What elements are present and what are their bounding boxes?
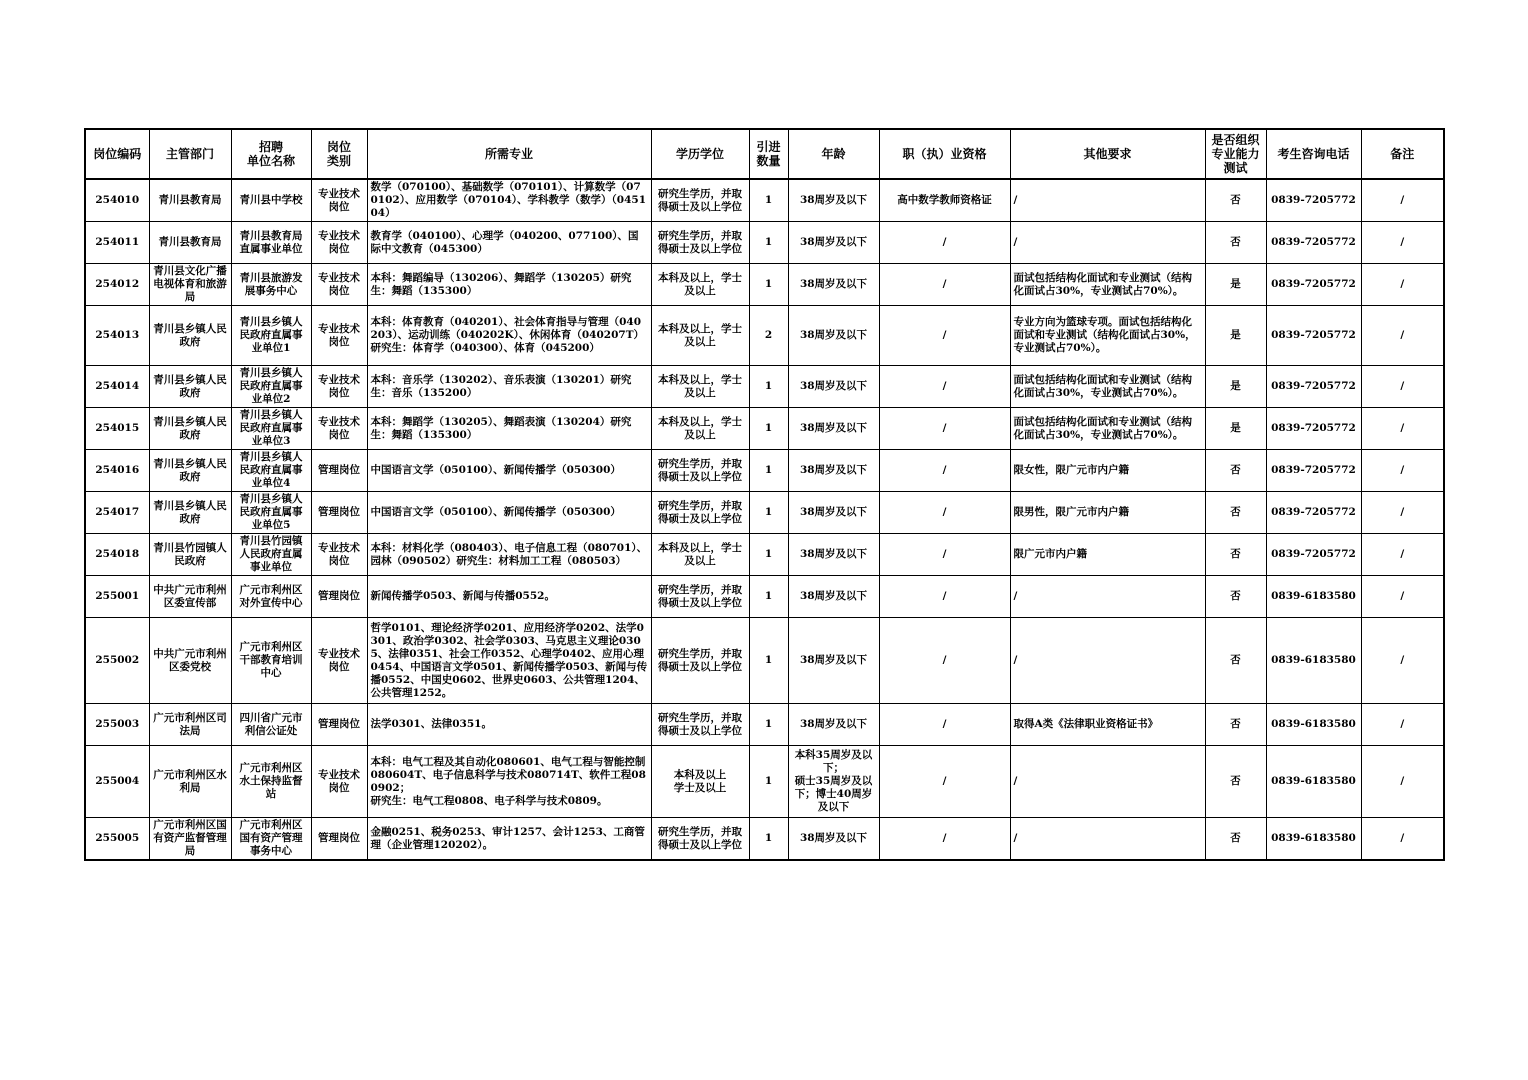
cell-other: 面试包括结构化面试和专业测试（结构化面试占30%，专业测试占70%）。 bbox=[1010, 408, 1205, 450]
cell-unit: 广元市利州区水土保持监督站 bbox=[231, 746, 311, 818]
cell-unit: 广元市利州区国有资产管理事务中心 bbox=[231, 818, 311, 861]
cell-count: 1 bbox=[749, 576, 788, 618]
cell-other: / bbox=[1010, 222, 1205, 264]
cell-count: 1 bbox=[749, 618, 788, 704]
cell-qualification: / bbox=[879, 366, 1010, 408]
cell-category: 专业技术岗位 bbox=[311, 366, 367, 408]
table-row bbox=[85, 366, 1444, 408]
table-row bbox=[85, 818, 1444, 861]
column-header-category: 岗位 类别 bbox=[311, 129, 367, 179]
cell-education: 本科及以上，学士及以上 bbox=[651, 366, 749, 408]
cell-code: 255002 bbox=[85, 618, 149, 704]
cell-education: 本科及以上，学士及以上 bbox=[651, 306, 749, 366]
cell-major: 本科：体育教育（040201）、社会体育指导与管理（040203）、运动训练（040202K）、休闲体育（040207T）研究生：体育学（040300）、体育（045200） bbox=[367, 306, 651, 366]
cell-count: 1 bbox=[749, 366, 788, 408]
column-header-test: 是否组织 专业能力 测试 bbox=[1205, 129, 1266, 179]
column-header-phone: 考生咨询电话 bbox=[1266, 129, 1361, 179]
cell-dept: 青川县竹园镇人民政府 bbox=[149, 534, 231, 576]
cell-code: 254014 bbox=[85, 366, 149, 408]
cell-age: 38周岁及以下 bbox=[788, 366, 879, 408]
cell-test: 是 bbox=[1205, 366, 1266, 408]
cell-qualification: / bbox=[879, 746, 1010, 818]
cell-other: 限广元市内户籍 bbox=[1010, 534, 1205, 576]
table-body bbox=[85, 179, 1444, 860]
cell-qualification: / bbox=[879, 704, 1010, 746]
table-row bbox=[85, 450, 1444, 492]
cell-other: 专业方向为篮球专项。面试包括结构化面试和专业测试（结构化面试占30%，专业测试占70%）。 bbox=[1010, 306, 1205, 366]
cell-unit: 青川县旅游发展事务中心 bbox=[231, 264, 311, 306]
column-header-code: 岗位编码 bbox=[85, 129, 149, 179]
cell-test: 否 bbox=[1205, 576, 1266, 618]
cell-dept: 广元市利州区司法局 bbox=[149, 704, 231, 746]
cell-count: 1 bbox=[749, 222, 788, 264]
cell-other: / bbox=[1010, 179, 1205, 222]
header-row bbox=[85, 129, 1444, 179]
cell-category: 专业技术岗位 bbox=[311, 618, 367, 704]
cell-count: 1 bbox=[749, 704, 788, 746]
cell-remark: / bbox=[1361, 264, 1444, 306]
cell-major: 本科：电气工程及其自动化080601、电气工程与智能控制080604T、电子信息科学与技术080714T、软件工程080902； 研究生：电气工程0808、电子科学与技术0809。 bbox=[367, 746, 651, 818]
cell-code: 254017 bbox=[85, 492, 149, 534]
cell-major: 本科：音乐学（130202）、音乐表演（130201）研究生：音乐（135200） bbox=[367, 366, 651, 408]
cell-education: 研究生学历，并取得硕士及以上学位 bbox=[651, 618, 749, 704]
cell-remark: / bbox=[1361, 222, 1444, 264]
table-row bbox=[85, 222, 1444, 264]
cell-unit: 青川县乡镇人民政府直属事业单位3 bbox=[231, 408, 311, 450]
cell-unit: 青川县乡镇人民政府直属事业单位1 bbox=[231, 306, 311, 366]
cell-category: 专业技术岗位 bbox=[311, 264, 367, 306]
cell-count: 1 bbox=[749, 534, 788, 576]
cell-age: 38周岁及以下 bbox=[788, 306, 879, 366]
cell-count: 1 bbox=[749, 746, 788, 818]
cell-test: 否 bbox=[1205, 818, 1266, 861]
cell-category: 管理岗位 bbox=[311, 492, 367, 534]
cell-age: 38周岁及以下 bbox=[788, 818, 879, 861]
cell-education: 研究生学历，并取得硕士及以上学位 bbox=[651, 818, 749, 861]
cell-test: 否 bbox=[1205, 618, 1266, 704]
column-header-dept: 主管部门 bbox=[149, 129, 231, 179]
cell-remark: / bbox=[1361, 746, 1444, 818]
cell-qualification: / bbox=[879, 306, 1010, 366]
cell-unit: 青川县教育局直属事业单位 bbox=[231, 222, 311, 264]
table-row bbox=[85, 618, 1444, 704]
cell-other: 面试包括结构化面试和专业测试（结构化面试占30%，专业测试占70%）。 bbox=[1010, 264, 1205, 306]
cell-code: 255003 bbox=[85, 704, 149, 746]
cell-age: 38周岁及以下 bbox=[788, 408, 879, 450]
cell-qualification: 高中数学教师资格证 bbox=[879, 179, 1010, 222]
cell-major: 教育学（040100）、心理学（040200、077100）、国际中文教育（045300） bbox=[367, 222, 651, 264]
cell-test: 是 bbox=[1205, 306, 1266, 366]
cell-count: 1 bbox=[749, 450, 788, 492]
cell-code: 255001 bbox=[85, 576, 149, 618]
cell-age: 38周岁及以下 bbox=[788, 618, 879, 704]
cell-remark: / bbox=[1361, 534, 1444, 576]
cell-category: 专业技术岗位 bbox=[311, 746, 367, 818]
cell-category: 专业技术岗位 bbox=[311, 222, 367, 264]
cell-test: 否 bbox=[1205, 534, 1266, 576]
cell-education: 研究生学历，并取得硕士及以上学位 bbox=[651, 704, 749, 746]
cell-education: 本科及以上，学士及以上 bbox=[651, 264, 749, 306]
cell-other: / bbox=[1010, 576, 1205, 618]
cell-dept: 广元市利州区国有资产监督管理局 bbox=[149, 818, 231, 861]
cell-unit: 广元市利州区干部教育培训中心 bbox=[231, 618, 311, 704]
cell-major: 本科：舞蹈编导（130206）、舞蹈学（130205）研究生：舞蹈（135300） bbox=[367, 264, 651, 306]
cell-code: 255004 bbox=[85, 746, 149, 818]
cell-count: 1 bbox=[749, 818, 788, 861]
cell-age: 38周岁及以下 bbox=[788, 179, 879, 222]
cell-education: 本科及以上，学士及以上 bbox=[651, 534, 749, 576]
cell-phone: 0839-7205772 bbox=[1266, 450, 1361, 492]
cell-count: 1 bbox=[749, 264, 788, 306]
cell-qualification: / bbox=[879, 576, 1010, 618]
cell-count: 1 bbox=[749, 179, 788, 222]
cell-test: 否 bbox=[1205, 179, 1266, 222]
cell-unit: 青川县竹园镇人民政府直属事业单位 bbox=[231, 534, 311, 576]
column-header-unit: 招聘 单位名称 bbox=[231, 129, 311, 179]
cell-category: 管理岗位 bbox=[311, 704, 367, 746]
cell-major: 哲学0101、理论经济学0201、应用经济学0202、法学0301、政治学0302、社会学0303、马克思主义理论0305、法律0351、社会工作0352、心理学0402、应用心理0454、中国语言文学0501、新闻传播学0503、新闻与传播0552、中国史0602、世界史0603、公共管理1204、公共管理1252。 bbox=[367, 618, 651, 704]
cell-other: / bbox=[1010, 746, 1205, 818]
cell-code: 254016 bbox=[85, 450, 149, 492]
cell-other: 限女性，限广元市内户籍 bbox=[1010, 450, 1205, 492]
column-header-age: 年龄 bbox=[788, 129, 879, 179]
cell-category: 管理岗位 bbox=[311, 818, 367, 861]
cell-category: 管理岗位 bbox=[311, 450, 367, 492]
cell-test: 是 bbox=[1205, 264, 1266, 306]
cell-phone: 0839-6183580 bbox=[1266, 704, 1361, 746]
column-header-other: 其他要求 bbox=[1010, 129, 1205, 179]
cell-age: 38周岁及以下 bbox=[788, 450, 879, 492]
table-row bbox=[85, 306, 1444, 366]
cell-unit: 青川县乡镇人民政府直属事业单位5 bbox=[231, 492, 311, 534]
column-header-remark: 备注 bbox=[1361, 129, 1444, 179]
recruitment-table bbox=[84, 128, 1445, 861]
cell-qualification: / bbox=[879, 264, 1010, 306]
cell-count: 2 bbox=[749, 306, 788, 366]
cell-count: 1 bbox=[749, 492, 788, 534]
cell-unit: 青川县乡镇人民政府直属事业单位2 bbox=[231, 366, 311, 408]
cell-unit: 四川省广元市利信公证处 bbox=[231, 704, 311, 746]
cell-code: 254015 bbox=[85, 408, 149, 450]
column-header-major: 所需专业 bbox=[367, 129, 651, 179]
cell-education: 研究生学历，并取得硕士及以上学位 bbox=[651, 222, 749, 264]
cell-major: 新闻传播学0503、新闻与传播0552。 bbox=[367, 576, 651, 618]
cell-major: 数学（070100）、基础数学（070101）、计算数学（070102）、应用数学（070104）、学科教学（数学）（045104） bbox=[367, 179, 651, 222]
cell-qualification: / bbox=[879, 408, 1010, 450]
table-row bbox=[85, 704, 1444, 746]
cell-major: 本科：材料化学（080403）、电子信息工程（080701）、园林（090502）研究生：材料加工工程（080503） bbox=[367, 534, 651, 576]
table-row bbox=[85, 179, 1444, 222]
cell-other: 取得A类《法律职业资格证书》 bbox=[1010, 704, 1205, 746]
cell-code: 254010 bbox=[85, 179, 149, 222]
cell-unit: 广元市利州区对外宣传中心 bbox=[231, 576, 311, 618]
cell-dept: 青川县乡镇人民政府 bbox=[149, 366, 231, 408]
cell-phone: 0839-6183580 bbox=[1266, 746, 1361, 818]
cell-major: 中国语言文学（050100）、新闻传播学（050300） bbox=[367, 450, 651, 492]
cell-code: 254012 bbox=[85, 264, 149, 306]
table-row bbox=[85, 408, 1444, 450]
cell-age: 本科35周岁及以下； 硕士35周岁及以下；博士40周岁及以下 bbox=[788, 746, 879, 818]
cell-remark: / bbox=[1361, 818, 1444, 861]
cell-dept: 青川县乡镇人民政府 bbox=[149, 492, 231, 534]
cell-remark: / bbox=[1361, 576, 1444, 618]
table-row bbox=[85, 492, 1444, 534]
cell-phone: 0839-7205772 bbox=[1266, 306, 1361, 366]
cell-major: 金融0251、税务0253、审计1257、会计1253、工商管理（企业管理120202）。 bbox=[367, 818, 651, 861]
cell-test: 否 bbox=[1205, 222, 1266, 264]
cell-code: 254013 bbox=[85, 306, 149, 366]
cell-dept: 青川县乡镇人民政府 bbox=[149, 306, 231, 366]
cell-test: 是 bbox=[1205, 408, 1266, 450]
column-header-education: 学历学位 bbox=[651, 129, 749, 179]
cell-dept: 青川县乡镇人民政府 bbox=[149, 450, 231, 492]
cell-phone: 0839-7205772 bbox=[1266, 366, 1361, 408]
cell-remark: / bbox=[1361, 492, 1444, 534]
cell-qualification: / bbox=[879, 492, 1010, 534]
cell-test: 否 bbox=[1205, 492, 1266, 534]
cell-qualification: / bbox=[879, 222, 1010, 264]
cell-remark: / bbox=[1361, 618, 1444, 704]
cell-phone: 0839-6183580 bbox=[1266, 818, 1361, 861]
cell-age: 38周岁及以下 bbox=[788, 222, 879, 264]
cell-education: 研究生学历，并取得硕士及以上学位 bbox=[651, 576, 749, 618]
cell-age: 38周岁及以下 bbox=[788, 704, 879, 746]
cell-qualification: / bbox=[879, 450, 1010, 492]
cell-age: 38周岁及以下 bbox=[788, 576, 879, 618]
cell-dept: 中共广元市利州区委党校 bbox=[149, 618, 231, 704]
cell-qualification: / bbox=[879, 818, 1010, 861]
cell-category: 专业技术岗位 bbox=[311, 408, 367, 450]
cell-count: 1 bbox=[749, 408, 788, 450]
cell-remark: / bbox=[1361, 704, 1444, 746]
cell-category: 专业技术岗位 bbox=[311, 179, 367, 222]
cell-other: 面试包括结构化面试和专业测试（结构化面试占30%，专业测试占70%）。 bbox=[1010, 366, 1205, 408]
cell-phone: 0839-7205772 bbox=[1266, 492, 1361, 534]
cell-education: 本科及以上，学士及以上 bbox=[651, 408, 749, 450]
cell-phone: 0839-7205772 bbox=[1266, 264, 1361, 306]
table-row bbox=[85, 576, 1444, 618]
cell-qualification: / bbox=[879, 618, 1010, 704]
cell-unit: 青川县乡镇人民政府直属事业单位4 bbox=[231, 450, 311, 492]
cell-age: 38周岁及以下 bbox=[788, 534, 879, 576]
cell-qualification: / bbox=[879, 534, 1010, 576]
cell-other: 限男性，限广元市内户籍 bbox=[1010, 492, 1205, 534]
cell-remark: / bbox=[1361, 366, 1444, 408]
cell-education: 研究生学历，并取得硕士及以上学位 bbox=[651, 492, 749, 534]
cell-dept: 中共广元市利州区委宣传部 bbox=[149, 576, 231, 618]
cell-major: 中国语言文学（050100）、新闻传播学（050300） bbox=[367, 492, 651, 534]
cell-major: 法学0301、法律0351。 bbox=[367, 704, 651, 746]
cell-remark: / bbox=[1361, 408, 1444, 450]
cell-phone: 0839-7205772 bbox=[1266, 222, 1361, 264]
cell-test: 否 bbox=[1205, 704, 1266, 746]
cell-phone: 0839-7205772 bbox=[1266, 179, 1361, 222]
cell-remark: / bbox=[1361, 306, 1444, 366]
cell-education: 研究生学历，并取得硕士及以上学位 bbox=[651, 450, 749, 492]
table-header bbox=[85, 129, 1444, 179]
cell-dept: 青川县教育局 bbox=[149, 222, 231, 264]
cell-remark: / bbox=[1361, 179, 1444, 222]
table-row bbox=[85, 746, 1444, 818]
table-row bbox=[85, 534, 1444, 576]
column-header-count: 引进 数量 bbox=[749, 129, 788, 179]
cell-category: 专业技术岗位 bbox=[311, 534, 367, 576]
cell-age: 38周岁及以下 bbox=[788, 492, 879, 534]
cell-phone: 0839-7205772 bbox=[1266, 534, 1361, 576]
cell-dept: 青川县文化广播电视体育和旅游局 bbox=[149, 264, 231, 306]
cell-education: 研究生学历，并取得硕士及以上学位 bbox=[651, 179, 749, 222]
cell-test: 否 bbox=[1205, 450, 1266, 492]
cell-category: 专业技术岗位 bbox=[311, 306, 367, 366]
cell-remark: / bbox=[1361, 450, 1444, 492]
cell-phone: 0839-6183580 bbox=[1266, 576, 1361, 618]
cell-dept: 青川县教育局 bbox=[149, 179, 231, 222]
cell-code: 255005 bbox=[85, 818, 149, 861]
cell-major: 本科：舞蹈学（130205）、舞蹈表演（130204）研究生：舞蹈（135300） bbox=[367, 408, 651, 450]
cell-phone: 0839-7205772 bbox=[1266, 408, 1361, 450]
cell-age: 38周岁及以下 bbox=[788, 264, 879, 306]
cell-dept: 广元市利州区水利局 bbox=[149, 746, 231, 818]
cell-unit: 青川县中学校 bbox=[231, 179, 311, 222]
cell-dept: 青川县乡镇人民政府 bbox=[149, 408, 231, 450]
cell-code: 254011 bbox=[85, 222, 149, 264]
cell-other: / bbox=[1010, 618, 1205, 704]
cell-other: / bbox=[1010, 818, 1205, 861]
cell-category: 管理岗位 bbox=[311, 576, 367, 618]
table-row bbox=[85, 264, 1444, 306]
cell-phone: 0839-6183580 bbox=[1266, 618, 1361, 704]
cell-test: 否 bbox=[1205, 746, 1266, 818]
cell-code: 254018 bbox=[85, 534, 149, 576]
cell-education: 本科及以上 学士及以上 bbox=[651, 746, 749, 818]
column-header-qualification: 职（执）业资格 bbox=[879, 129, 1010, 179]
